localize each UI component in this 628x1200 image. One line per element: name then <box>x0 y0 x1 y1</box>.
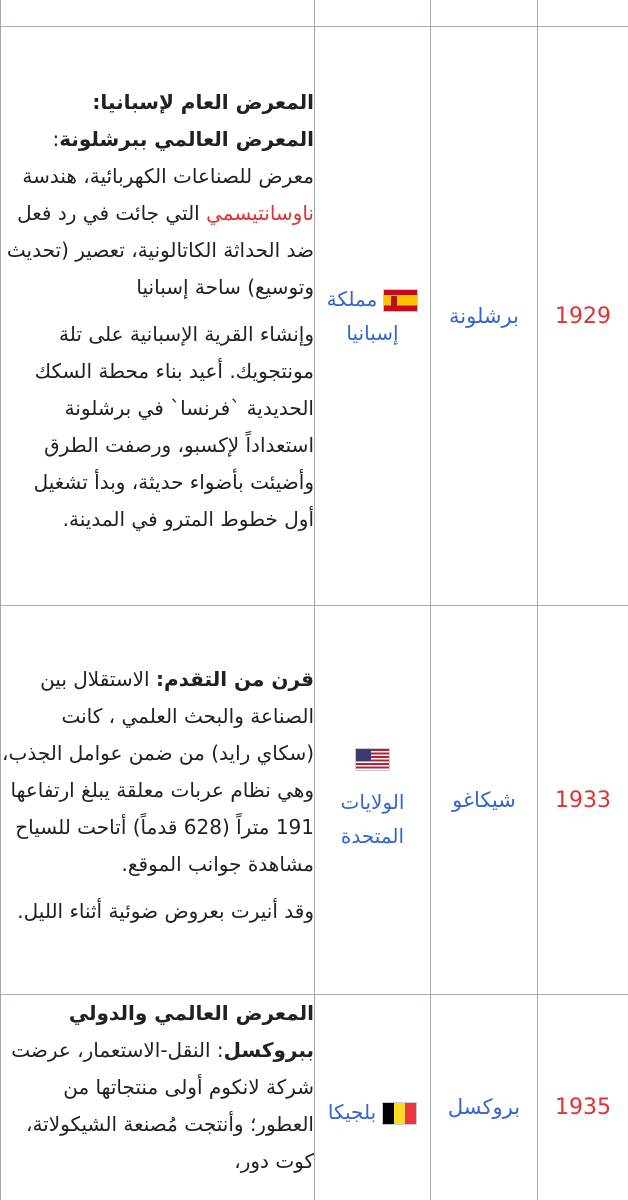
theme-text: معرض للصناعات الكهربائية، هندسة <box>22 164 314 188</box>
table-cell <box>315 0 431 27</box>
theme-paragraph: وإنشاء القرية الإسبانية على تلة مونتجويك. أعيد بناء محطة السكك الحديدية `فرنسا` في برشلونة استعداداً لإكسبو، ورصفت الطرق وأضيئت بأضواء حديثة، وبدأ تشغيل أول خطوط المترو في المدينة. <box>33 322 314 531</box>
table-cell <box>1 0 315 27</box>
country-link[interactable]: الولايات المتحدة <box>340 789 405 848</box>
theme-cell <box>1 27 315 606</box>
theme-paragraph <box>1 661 314 883</box>
year-link[interactable]: 1929 <box>538 27 628 606</box>
theme-paragraph <box>1 84 314 306</box>
country-cell <box>315 995 431 1200</box>
theme-paragraph <box>1 995 314 1180</box>
theme-title: المعرض العالمي ببرشلونة <box>59 127 314 151</box>
city-link[interactable]: شيكاغو <box>431 606 538 995</box>
city-link[interactable]: بروكسل <box>431 995 538 1200</box>
theme-paragraph: وقد أنيرت بعروض ضوئية أثناء الليل. <box>17 898 314 923</box>
table-row-previous <box>1 0 628 27</box>
country-link[interactable]: مملكة إسبانيا <box>326 287 399 345</box>
usa-flag-icon <box>355 748 390 771</box>
theme-text: الاستقلال بين الصناعة والبحث العلمي ، كانت (سكاي رايد) من ضمن عوامل الجذب، وهي نظام عربات معلقة يبلغ ارتفاعها 191 متراً (628 قدماً) أتاحت للسياح مشاهدة جوانب الموقع. <box>2 666 314 876</box>
theme-title: المعرض العام لإسبانيا: <box>92 90 314 114</box>
country-link[interactable]: بلجيكا <box>327 1100 377 1124</box>
theme-text: التي جائت في رد فعل ضد الحداثة الكاتالونية، تعصير (تحديث وتوسيع) ساحة إسبانيا <box>6 201 314 299</box>
country-cell <box>315 27 431 606</box>
table-row <box>1 995 628 1200</box>
theme-title: قرن من التقدم: <box>155 666 314 691</box>
year-link[interactable]: 1933 <box>538 606 628 995</box>
spain-flag-icon <box>383 289 418 312</box>
theme-title: المعرض العالمي والدولي ببروكسل <box>68 1001 314 1062</box>
table-cell <box>431 0 538 27</box>
table-cell <box>538 0 628 27</box>
naucentisme-link[interactable]: ناوسانتيسمي <box>206 201 314 225</box>
table-row <box>1 606 628 995</box>
table-row <box>1 27 628 606</box>
theme-cell <box>1 995 315 1200</box>
year-link[interactable]: 1935 <box>538 995 628 1200</box>
belgium-flag-icon <box>382 1102 417 1125</box>
theme-text: : النقل-الاستعمار، عرضت شركة لانكوم أولى منتجاتها من العطور؛ وأنتجت مُصنعة الشيكولاتة، كوت دور، <box>11 1038 314 1173</box>
theme-punctuation: : <box>52 127 60 151</box>
theme-cell <box>1 606 315 995</box>
country-cell <box>315 606 431 995</box>
city-link[interactable]: برشلونة <box>431 27 538 606</box>
